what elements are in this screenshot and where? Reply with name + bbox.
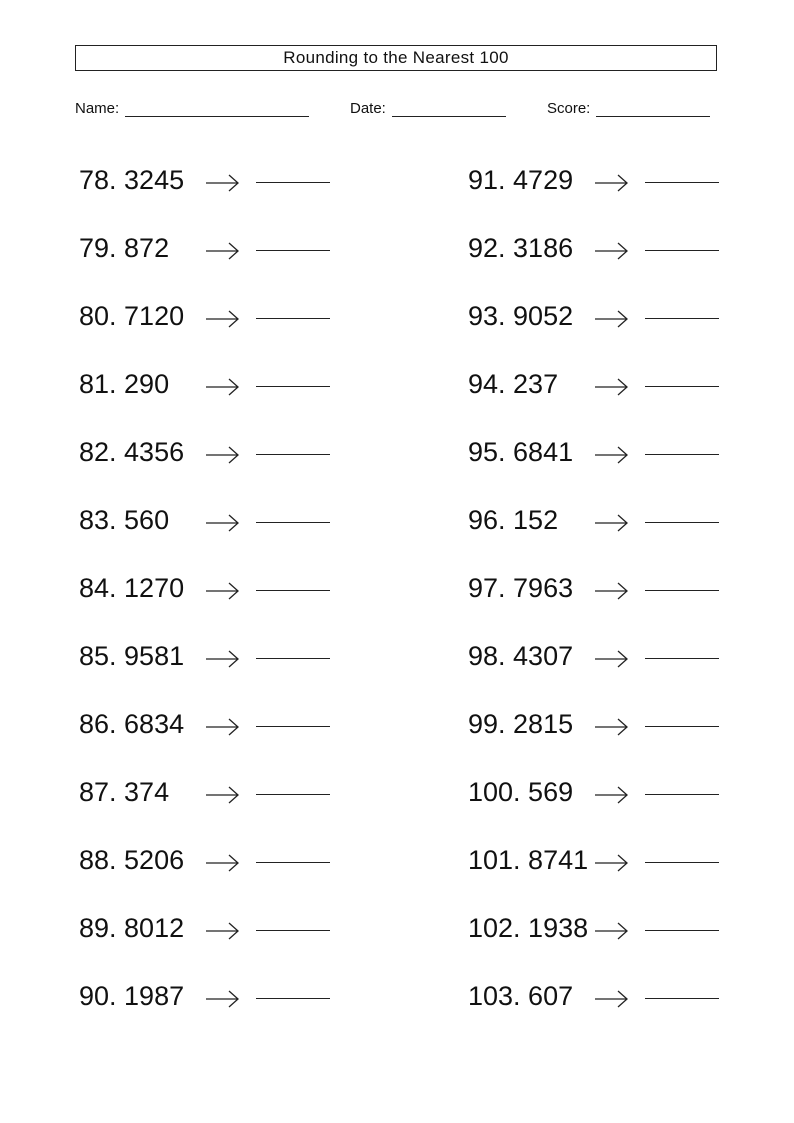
answer-blank-line[interactable] (645, 250, 719, 251)
answer-blank-line[interactable] (256, 386, 330, 387)
problem-number: 98. 4307 (468, 641, 574, 671)
name-field (75, 100, 309, 117)
score-field (547, 100, 710, 117)
answer-blank-line[interactable] (645, 522, 719, 523)
right-arrow-icon (594, 508, 630, 538)
problem-number: 79. 872 (79, 233, 170, 263)
name-label: Name: (75, 100, 120, 117)
right-arrow-icon (205, 984, 241, 1014)
score-blank-line[interactable] (596, 102, 710, 117)
answer-blank-line[interactable] (645, 386, 719, 387)
answer-blank-line[interactable] (256, 862, 330, 863)
student-info-row (75, 100, 719, 122)
right-arrow-icon (205, 916, 241, 946)
answer-blank-line[interactable] (645, 930, 719, 931)
right-arrow-icon (205, 440, 241, 470)
problem-number: 102. 1938 (468, 913, 589, 943)
right-arrow-icon (594, 916, 630, 946)
answer-blank-line[interactable] (256, 998, 330, 999)
answer-blank-line[interactable] (645, 318, 719, 319)
answer-blank-line[interactable] (645, 454, 719, 455)
score-label: Score: (547, 100, 591, 117)
answer-blank-line[interactable] (645, 998, 719, 999)
answer-blank-line[interactable] (645, 590, 719, 591)
answer-blank-line[interactable] (256, 454, 330, 455)
answer-blank-line[interactable] (645, 182, 719, 183)
right-arrow-icon (205, 236, 241, 266)
answer-blank-line[interactable] (645, 726, 719, 727)
problem-number: 82. 4356 (79, 437, 185, 467)
date-field (350, 100, 506, 117)
right-arrow-icon (205, 508, 241, 538)
answer-blank-line[interactable] (645, 862, 719, 863)
right-arrow-icon (594, 372, 630, 402)
problem-number: 96. 152 (468, 505, 559, 535)
problem-number: 97. 7963 (468, 573, 574, 603)
right-arrow-icon (205, 644, 241, 674)
right-arrow-icon (594, 712, 630, 742)
right-arrow-icon (205, 780, 241, 810)
right-arrow-icon (594, 576, 630, 606)
right-arrow-icon (594, 440, 630, 470)
problem-number: 86. 6834 (79, 709, 185, 739)
right-arrow-icon (205, 168, 241, 198)
problem-number: 80. 7120 (79, 301, 185, 331)
right-arrow-icon (205, 848, 241, 878)
right-arrow-icon (594, 780, 630, 810)
answer-blank-line[interactable] (256, 182, 330, 183)
answer-blank-line[interactable] (256, 590, 330, 591)
problem-number: 92. 3186 (468, 233, 574, 263)
right-arrow-icon (594, 304, 630, 334)
problem-number: 99. 2815 (468, 709, 574, 739)
problem-number: 95. 6841 (468, 437, 574, 467)
problem-number: 90. 1987 (79, 981, 185, 1011)
worksheet-title-text: Rounding to the Nearest 100 (283, 48, 509, 67)
problem-number: 100. 569 (468, 777, 574, 807)
right-arrow-icon (594, 848, 630, 878)
problem-number: 103. 607 (468, 981, 574, 1011)
answer-blank-line[interactable] (256, 250, 330, 251)
problem-number: 101. 8741 (468, 845, 589, 875)
right-arrow-icon (594, 984, 630, 1014)
right-arrow-icon (594, 168, 630, 198)
answer-blank-line[interactable] (256, 522, 330, 523)
problem-number: 78. 3245 (79, 165, 185, 195)
answer-blank-line[interactable] (645, 658, 719, 659)
problem-number: 93. 9052 (468, 301, 574, 331)
right-arrow-icon (594, 236, 630, 266)
answer-blank-line[interactable] (256, 318, 330, 319)
right-arrow-icon (594, 644, 630, 674)
right-arrow-icon (205, 712, 241, 742)
problem-number: 83. 560 (79, 505, 170, 535)
problem-number: 88. 5206 (79, 845, 185, 875)
answer-blank-line[interactable] (256, 930, 330, 931)
problem-number: 94. 237 (468, 369, 559, 399)
problem-number: 91. 4729 (468, 165, 574, 195)
problem-number: 84. 1270 (79, 573, 185, 603)
problem-number: 89. 8012 (79, 913, 185, 943)
date-label: Date: (350, 100, 386, 117)
worksheet-title (75, 45, 717, 71)
answer-blank-line[interactable] (256, 726, 330, 727)
right-arrow-icon (205, 304, 241, 334)
answer-blank-line[interactable] (256, 658, 330, 659)
right-arrow-icon (205, 372, 241, 402)
answer-blank-line[interactable] (256, 794, 330, 795)
problem-number: 85. 9581 (79, 641, 185, 671)
problem-number: 81. 290 (79, 369, 170, 399)
right-arrow-icon (205, 576, 241, 606)
date-blank-line[interactable] (392, 102, 506, 117)
answer-blank-line[interactable] (645, 794, 719, 795)
name-blank-line[interactable] (125, 102, 309, 117)
problem-number: 87. 374 (79, 777, 170, 807)
